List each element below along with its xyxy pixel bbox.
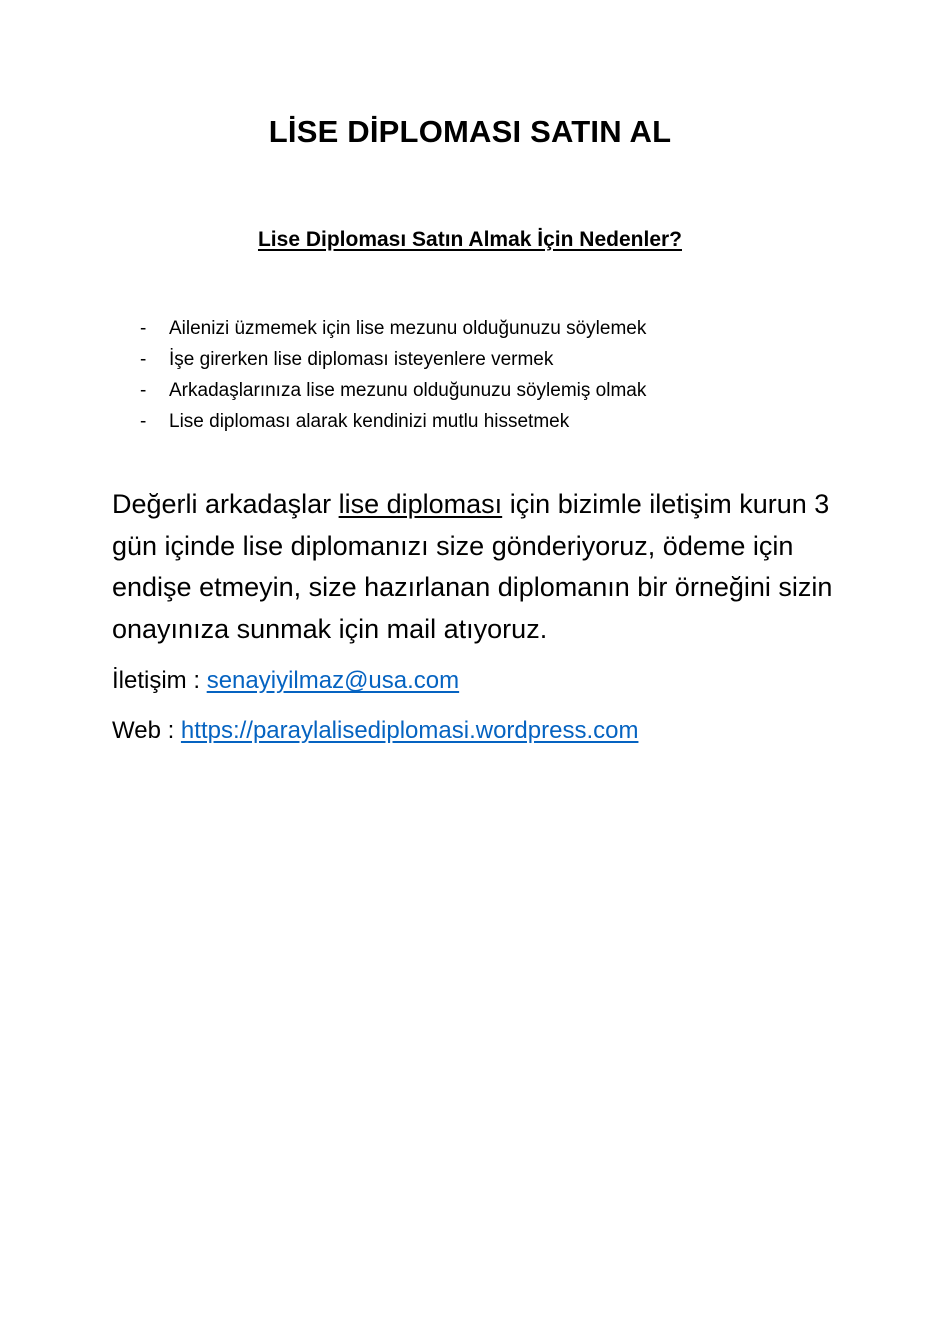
dash-bullet: - bbox=[140, 349, 147, 370]
body-paragraph bbox=[112, 484, 842, 650]
section-subtitle: Lise Diploması Satın Almak İçin Nedenler? bbox=[257, 228, 682, 251]
contact-web-line bbox=[112, 716, 638, 746]
email-link[interactable]: senayiyilmaz@usa.com bbox=[206, 667, 460, 694]
list-item bbox=[140, 375, 840, 406]
dash-bullet: - bbox=[140, 318, 147, 339]
body-text-start: Değerli arkadaşlar bbox=[112, 489, 339, 519]
contact-email-label: İletişim : bbox=[112, 667, 207, 694]
dash-bullet: - bbox=[140, 380, 147, 401]
list-item bbox=[140, 406, 840, 437]
lise-diplomasi-link[interactable]: lise diploması bbox=[338, 489, 503, 519]
contact-email-line bbox=[112, 666, 459, 696]
list-item bbox=[140, 313, 840, 344]
reason-text: Lise diploması alarak kendinizi mutlu hissetmek bbox=[169, 411, 570, 432]
reason-text: Arkadaşlarınıza lise mezunu olduğunuzu söylemiş olmak bbox=[169, 380, 647, 401]
reasons-list bbox=[140, 313, 840, 437]
contact-web-label: Web : bbox=[112, 717, 181, 744]
body-text-end: için bizimle iletişim kurun 3 gün içinde lise diplomanızı size gönderiyoruz, ödeme için endişe etmeyin, size hazırlanan diplomanın bir örneğini sizin onayınıza sunmak için mail atıyoruz. bbox=[112, 489, 833, 644]
reason-text: Ailenizi üzmemek için lise mezunu olduğunuzu söylemek bbox=[169, 318, 647, 339]
website-link[interactable]: https://paraylalisediplomasi.wordpress.com bbox=[180, 717, 639, 744]
reason-text: İşe girerken lise diploması isteyenlere vermek bbox=[169, 349, 554, 370]
list-item bbox=[140, 344, 840, 375]
dash-bullet: - bbox=[140, 411, 147, 432]
page-title: LİSE DİPLOMASI SATIN AL bbox=[268, 114, 672, 149]
